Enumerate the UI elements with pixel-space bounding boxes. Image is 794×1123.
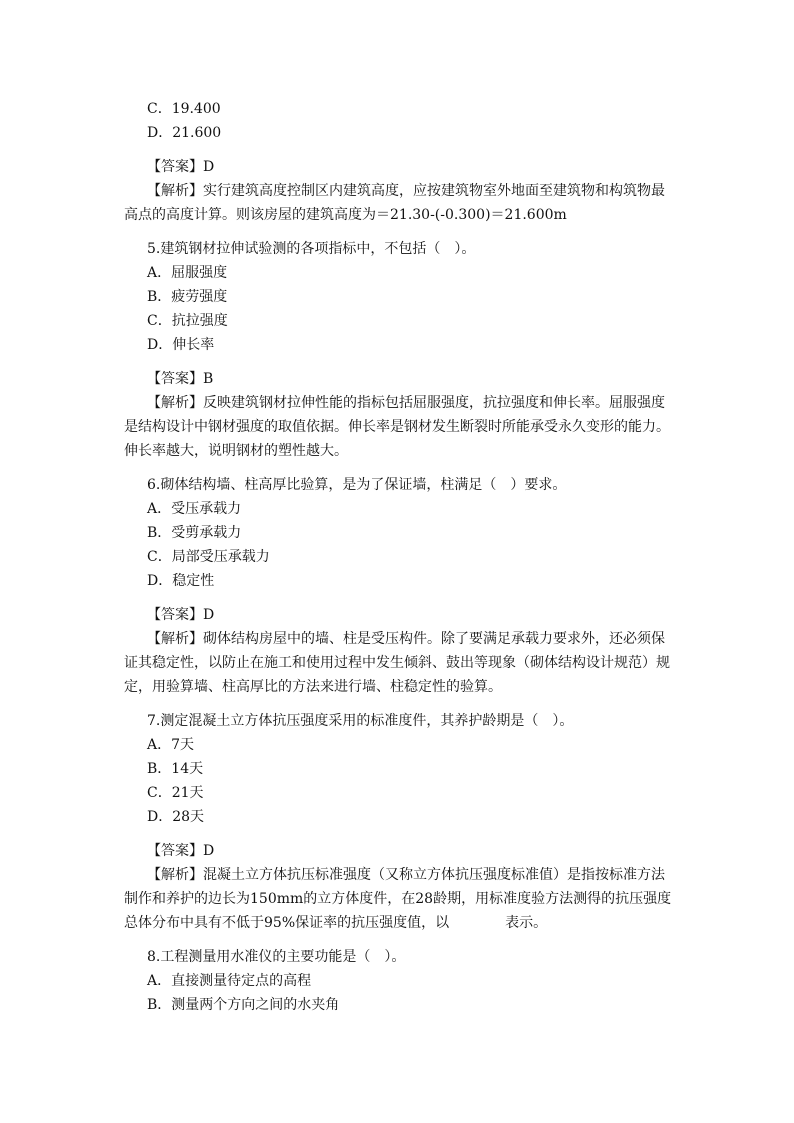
explanation-line: 高点的高度计算。则该房屋的建筑高度为＝21.30-(-0.300)＝21.600m — [124, 207, 567, 223]
answer-line: 【答案】B — [147, 371, 214, 387]
explanation-line: 是结构设计中钢材强度的取值依据。伸长率是钢材发生断裂时所能承受永久变形的能力。 — [124, 419, 670, 435]
option-c: C．局部受压承载力 — [147, 549, 270, 565]
option-d: D．21.600 — [147, 125, 222, 141]
option-b: B．疲劳强度 — [147, 289, 228, 305]
explanation-line: 制作和养护的边长为150mm的立方体度件，在28龄期，用标准度验方法测得的抗压强度 — [124, 891, 672, 907]
question-5: 5.建筑钢材拉伸试验测的各项指标中，不包括（ ）。 — [147, 241, 476, 257]
option-c: C．19.400 — [147, 101, 221, 117]
explanation-text: 总体分布中具有不低于95%保证率的抗压强度值，以 — [124, 915, 450, 931]
option-d: D．28天 — [147, 809, 205, 825]
option-d: D．伸长率 — [147, 337, 215, 353]
explanation-line: 定，用验算墙、柱高厚比的方法来进行墙、柱稳定性的验算。 — [124, 679, 502, 695]
explanation-line: 【解析】实行建筑高度控制区内建筑高度，应按建筑物室外地面至建筑物和构筑物最 — [147, 183, 665, 199]
answer-line: 【答案】D — [147, 607, 215, 623]
explanation-line-with-gap — [124, 911, 547, 935]
option-a: A．屈服强度 — [147, 265, 228, 281]
answer-line: 【答案】D — [147, 843, 215, 859]
option-b: B．14天 — [147, 761, 204, 777]
option-a: A．直接测量待定点的高程 — [147, 973, 312, 989]
option-a: A．受压承载力 — [147, 501, 242, 517]
question-8: 8.工程测量用水准仪的主要功能是（ ）。 — [147, 949, 406, 965]
answer-line: 【答案】D — [147, 159, 215, 175]
question-7: 7.测定混凝土立方体抗压强度采用的标准度件，其养护龄期是（ ）。 — [147, 713, 574, 729]
option-d: D．稳定性 — [147, 573, 215, 589]
explanation-line: 伸长率越大，说明钢材的塑性越大。 — [124, 443, 348, 459]
explanation-tail: 表示。 — [505, 915, 548, 931]
question-6: 6.砌体结构墙、柱高厚比验算，是为了保证墙，柱满足（ ）要求。 — [147, 477, 567, 493]
option-c: C．抗拉强度 — [147, 313, 228, 329]
option-b: B．受剪承载力 — [147, 525, 242, 541]
explanation-line: 【解析】混凝土立方体抗压标准强度（又称立方体抗压强度标准值）是指按标准方法 — [147, 867, 665, 883]
explanation-line: 【解析】反映建筑钢材拉伸性能的指标包括屈服强度，抗拉强度和伸长率。屈服强度 — [147, 395, 665, 411]
explanation-line: 【解析】砌体结构房屋中的墙、柱是受压构件。除了要满足承载力要求外，还必须保 — [147, 631, 665, 647]
explanation-line: 证其稳定性，以防止在施工和使用过程中发生倾斜、鼓出等现象（砌体结构设计规范）规 — [124, 655, 670, 671]
option-c: C．21天 — [147, 785, 204, 801]
option-b: B．测量两个方向之间的水夹角 — [147, 997, 340, 1013]
option-a: A．7天 — [147, 737, 195, 753]
